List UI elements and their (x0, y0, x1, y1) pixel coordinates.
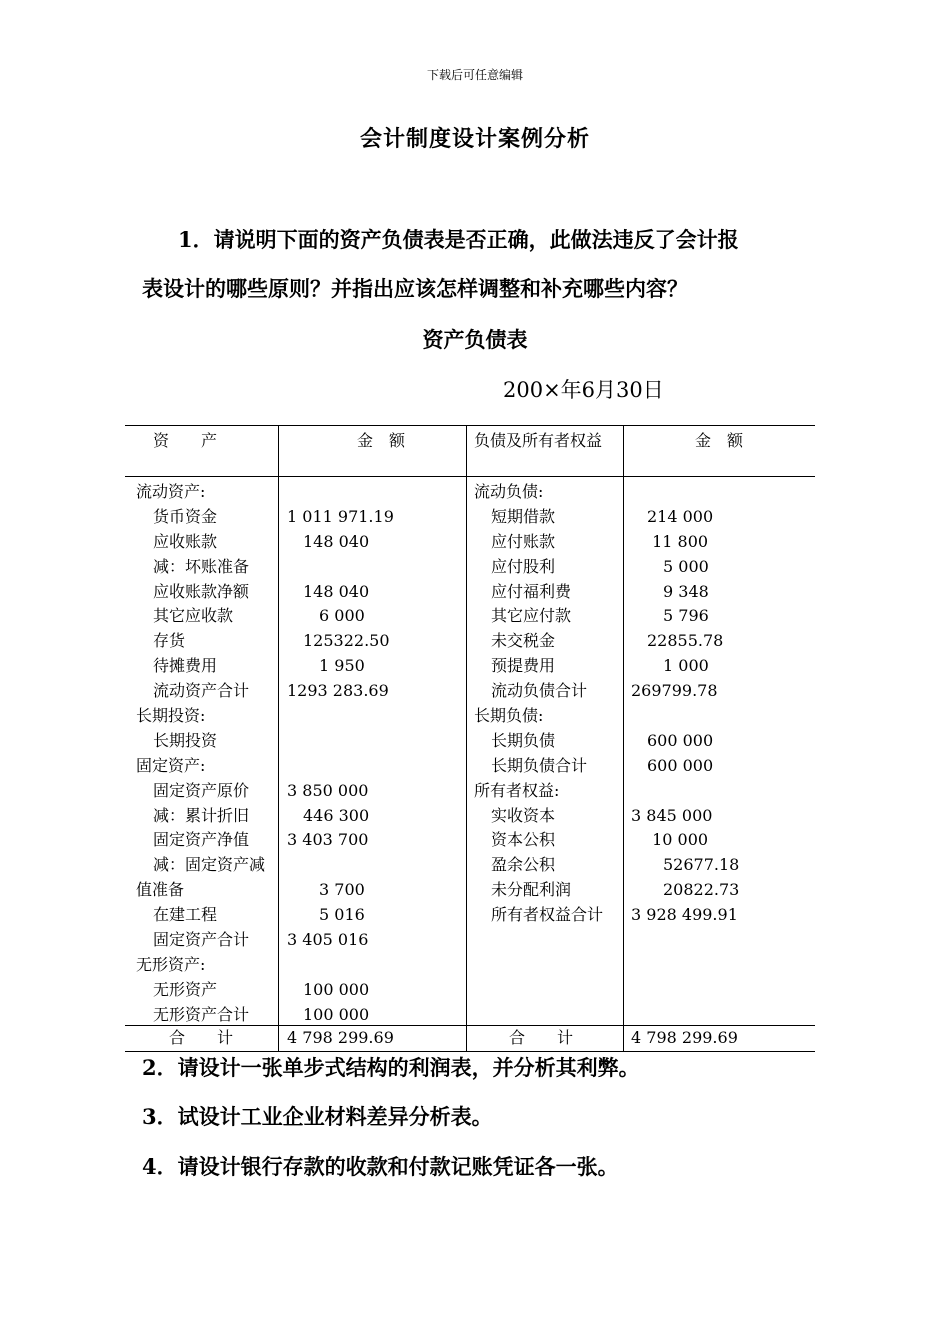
asset-item-amount (287, 729, 394, 754)
liability-item-amount: 9 348 (631, 581, 709, 601)
liability-item-amount: 600 000 (631, 730, 714, 750)
liabilities-labels-column (474, 480, 603, 928)
liability-item-amount: 3 928 499.91 (631, 905, 738, 925)
question-1-line-2: 表设计的哪些原则？并指出应该怎样调整和补充哪些内容？ (142, 276, 688, 301)
liability-item-label: 短期借款 (491, 506, 556, 526)
asset-item-amount (287, 480, 394, 505)
liability-item-label: 应付账款 (491, 531, 556, 551)
total-value-assets: 4 798 299.69 (287, 1028, 394, 1047)
liability-item-label: 资本公积 (491, 830, 556, 850)
balance-sheet-table (125, 425, 815, 1052)
asset-item-amount: 3 405 016 (287, 930, 369, 950)
liability-item-amount: 10 000 (631, 830, 709, 850)
question-3: 3．试设计工业企业材料差异分析表。 (142, 1104, 493, 1129)
total-value-liabilities: 4 798 299.69 (631, 1028, 738, 1047)
header-divider (125, 476, 815, 477)
column-divider (466, 426, 467, 1051)
asset-item-label: 长期投资 (153, 730, 218, 750)
column-divider (278, 426, 279, 1051)
asset-item-label: 待摊费用 (153, 656, 218, 676)
liability-item-amount (631, 480, 739, 505)
total-label-liabilities: 合 计 (509, 1028, 574, 1047)
liability-item-label: 所有者权益合计 (491, 905, 604, 925)
liability-item-amount: 22855.78 (631, 631, 724, 651)
liabilities-values-column (631, 480, 739, 928)
question-2: 2．请设计一张单步式结构的利润表，并分析其利弊。 (142, 1055, 640, 1080)
header-amount: 金 额 (357, 431, 406, 450)
liability-item-label: 流动负债: (474, 482, 544, 501)
liability-item-amount: 214 000 (631, 506, 714, 526)
liability-item-label: 未交税金 (491, 631, 556, 651)
question-1-line-1: 1．请说明下面的资产负债表是否正确，此做法违反了会计报 (178, 227, 739, 252)
asset-item-amount: 125322.50 (287, 631, 390, 651)
asset-item-amount: 5 016 (287, 905, 365, 925)
liability-item-label: 盈余公积 (491, 855, 556, 875)
asset-item-label: 减：累计折旧 (153, 805, 250, 825)
asset-item-label: 固定资产合计 (153, 930, 250, 950)
liability-item-amount: 5 000 (631, 556, 709, 576)
asset-item-label: 货币资金 (153, 506, 218, 526)
liability-item-amount: 269799.78 (631, 681, 718, 701)
header-assets: 资 产 (153, 431, 218, 450)
liability-item-amount: 3 845 000 (631, 805, 713, 825)
liability-item-label: 长期负债合计 (491, 755, 588, 775)
liability-item-amount: 5 796 (631, 606, 709, 626)
asset-item-amount: 1 011 971.19 (287, 506, 394, 526)
asset-item-amount: 446 300 (287, 805, 370, 825)
asset-item-label: 固定资产原价 (153, 780, 250, 800)
liability-item-label: 流动负债合计 (491, 681, 588, 701)
asset-item-label: 应收账款 (153, 531, 218, 551)
asset-item-amount: 100 000 (287, 979, 370, 999)
liability-item-label: 未分配利润 (491, 880, 572, 900)
asset-item-amount (287, 555, 394, 580)
asset-item-label: 固定资产: (136, 755, 206, 775)
balance-sheet-date: 200×年6月30日 (503, 378, 664, 402)
total-label-assets: 合 计 (169, 1028, 234, 1047)
asset-item-amount: 1293 283.69 (287, 681, 389, 701)
assets-labels-column (136, 480, 265, 1028)
asset-item-label: 无形资产合计 (153, 1004, 250, 1024)
liability-item-label: 应付福利费 (491, 581, 572, 601)
column-divider (623, 426, 624, 1051)
header-note: 下载后可任意编辑 (426, 68, 523, 82)
liability-item-amount: 52677.18 (631, 855, 740, 875)
liability-item-label: 长期负债 (491, 730, 556, 750)
asset-item-label: 流动资产: (136, 482, 206, 501)
asset-item-amount: 1 950 (287, 656, 365, 676)
liability-item-amount: 600 000 (631, 755, 714, 775)
liability-item-amount: 11 800 (631, 531, 709, 551)
assets-values-column (287, 480, 394, 1028)
asset-item-amount: 6 000 (287, 606, 365, 626)
liability-item-label: 所有者权益: (474, 780, 560, 800)
liability-item-label: 其它应付款 (491, 606, 572, 626)
liability-item-label: 预提费用 (491, 656, 556, 676)
asset-item-amount: 3 850 000 (287, 780, 369, 800)
asset-item-label: 减：固定资产减 (153, 855, 266, 875)
asset-item-amount: 148 040 (287, 581, 370, 601)
asset-item-label: 值准备 (136, 880, 185, 900)
asset-item-label: 存货 (153, 631, 186, 651)
liability-item-amount: 1 000 (631, 656, 709, 676)
asset-item-amount (287, 853, 394, 878)
page-title: 会计制度设计案例分析 (359, 126, 590, 152)
liability-item-label: 长期负债: (474, 706, 544, 726)
liability-item-amount: 20822.73 (631, 880, 740, 900)
liability-item-amount (631, 779, 739, 804)
asset-item-amount: 3 403 700 (287, 830, 369, 850)
asset-item-label: 流动资产合计 (153, 681, 250, 701)
asset-item-label: 其它应收款 (153, 606, 234, 626)
asset-item-label: 无形资产: (136, 954, 206, 974)
question-4: 4．请设计银行存款的收款和付款记账凭证各一张。 (142, 1154, 619, 1179)
asset-item-amount (287, 953, 394, 978)
liability-item-label: 实收资本 (491, 805, 556, 825)
asset-item-label: 在建工程 (153, 905, 218, 925)
asset-item-label: 固定资产净值 (153, 830, 250, 850)
balance-sheet-title: 资产负债表 (422, 327, 528, 352)
asset-item-label: 应收账款净额 (153, 581, 250, 601)
liability-item-label: 应付股利 (491, 556, 556, 576)
asset-item-amount: 148 040 (287, 531, 370, 551)
asset-item-amount: 100 000 (287, 1004, 370, 1024)
liability-item-amount (631, 704, 739, 729)
asset-item-label: 长期投资: (136, 706, 206, 726)
header-liabilities: 负债及所有者权益 (474, 431, 603, 450)
asset-item-amount: 3 700 (287, 880, 365, 900)
asset-item-amount (287, 754, 394, 779)
asset-item-amount (287, 704, 394, 729)
asset-item-label: 减：坏账准备 (153, 556, 250, 576)
asset-item-label: 无形资产 (153, 979, 218, 999)
header-amount-2: 金 额 (695, 431, 744, 450)
